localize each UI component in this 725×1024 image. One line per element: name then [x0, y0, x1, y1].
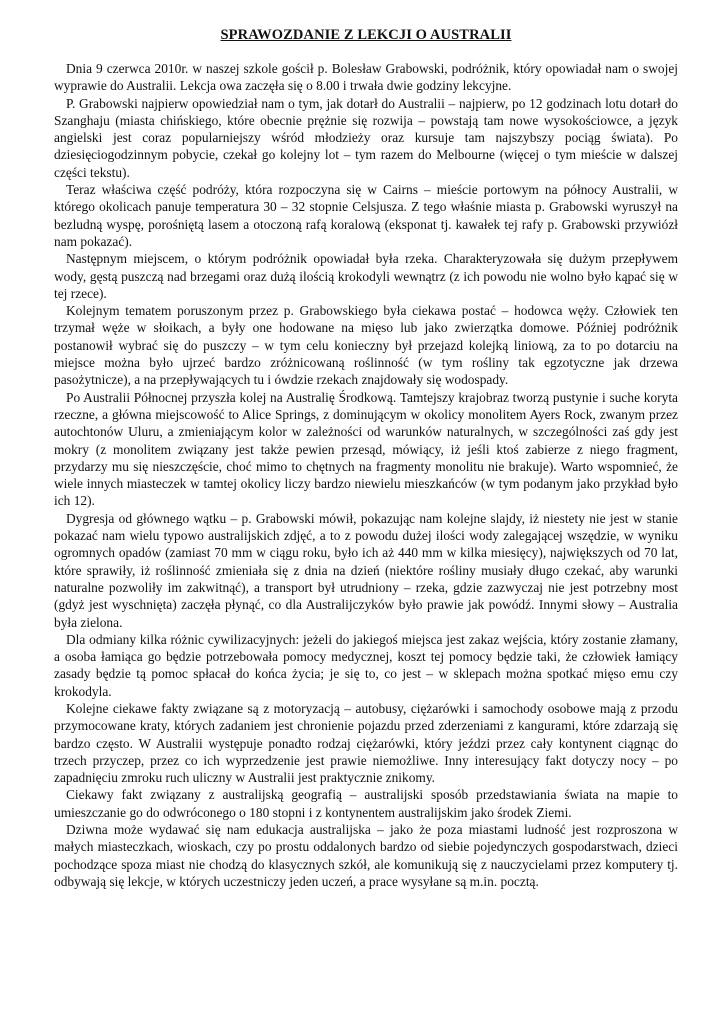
paragraph: P. Grabowski najpierw opowiedział nam o tym, jak dotarł do Australii – najpierw, po 12 godzinach lotu dotarł do Szanghaju (miasta chińskiego, które obecnie prężnie się rozwija – powstają tam nowe wysokościowce, a język angielski jest coraz popularniejszy wśród młodzieży oraz kursuje tam najszybszy pociąg świata). Po dziesięciogodzinnym pobycie, czekał go kolejny lot – tym razem do Melbourne (więcej o tym mieście w dalszej części tekstu). [54, 95, 678, 180]
paragraph: Kolejne ciekawe fakty związane są z motoryzacją – autobusy, ciężarówki i samochody osobowe mają z przodu przymocowane kraty, których zadaniem jest chronienie pojazdu przed zderzeniami z kangurami, które zdarzają się bardzo często. W Australii występuje ponadto rodzaj ciężarówki, który jeździ przez cały kontynent ciągnąc do trzech przyczep, przez co ich wyprzedzenie jest prawie niemożliwe. Inny interesujący fakt dotyczy nocy – po zapadnięciu zmroku ruch uliczny w Australii jest praktycznie znikomy. [54, 700, 678, 786]
paragraph: Następnym miejscem, o którym podróżnik opowiadał była rzeka. Charakteryzowała się dużym przepływem wody, gęstą puszczą nad brzegami oraz dużą ilością krokodyli wewnątrz (z ich powodu nie wolno było kąpać się w tej rzece). [54, 251, 678, 301]
document-title: SPRAWOZDANIE Z LEKCJI O AUSTRALII [220, 27, 512, 43]
paragraph: Teraz właściwa część podróży, która rozpoczyna się w Cairns – mieście portowym na północy Australii, w którego okolicach panuje temperatura 30 – 32 stopnie Celsjusza. Z tego właśnie miasta p. Grabowski wyruszył na bezludną wyspę, porośniętą lasem a otoczoną rafą koralową (eksponat tj. kawałek tej rafy p. Grabowski przywiózł nam pokazać). [54, 182, 678, 249]
paragraph: Ciekawy fakt związany z australijską geografią – australijski sposób przedstawiania świata na mapie to umieszczanie go do odwróconego o 180 stopni i z kontynentem australijskim jako środek Ziemi. [54, 787, 678, 820]
paragraph: Dygresja od głównego wątku – p. Grabowski mówił, pokazując nam kolejne slajdy, iż niestety nie jest w stanie pokazać nam wielu typowo australijskich zdjęć, a to z powodu dużej ilości wody zalegającej wszędzie, w wyniku ogromnych opadów (zamiast 70 mm w ciągu roku, było ich aż 440 mm w kilka miesięcy), największych od 70 lat, które sprawiły, iż roślinność zmieniała się z dnia na dzień (niektóre rośliny musiały długo czekać, aby warunki naturalne pozwoliły im zakwitnąć), a transport był utrudniony – rzeka, gdzie zazwyczaj nie jest potrzebny most (gdyż jest wyschnięta) zaczęła płynąć, co dla Australijczyków było prawie jak powódź. Innymi słowy – Australia była zielona. [54, 510, 678, 630]
paragraph: Po Australii Północnej przyszła kolej na Australię Środkową. Tamtejszy krajobraz tworzą pustynie i suche koryta rzeczne, a główna miejscowość to Alice Springs, z dominującym w okolicy monolitem Ayers Rock, zwanym przez autochtonów Uluru, a zmieniającym kolor w zależności od warunków naturalnych, w szczególności zaś gdy jest mokry (z monolitem związany jest także pewien przesąd, mówiący, iż jeśli ktoś zabierze z niego fragment, przydarzy mu się nieszczęście, choć mimo to chętnych na fragmenty monolitu nie brakuje). Warto wspomnieć, że wiele innych miasteczek w tamtej okolicy liczy bardzo niewielu mieszkańców (w tym podanym jako przykład było ich 12). [54, 389, 678, 509]
document-page [54, 26, 678, 890]
paragraph: Kolejnym tematem poruszonym przez p. Grabowskiego była ciekawa postać – hodowca węży. Człowiek ten trzymał węże w słoikach, a były one hodowane na mięso lub jako zwierzątka domowe. Później podróżnik postanowił wybrać się do puszczy – w tym celu konieczny był przejazd kolejką liniową, za to po dotarciu na miejsce można było ujrzeć bardzo zróżnicowaną roślinność (w tym rośliny tak egzotyczne jak drzewa pasożytnicze), a na przepływających tu i ówdzie rzekach znajdowały się wodospady. [54, 303, 678, 388]
paragraph: Dnia 9 czerwca 2010r. w naszej szkole gościł p. Bolesław Grabowski, podróżnik, który opowiadał nam o swojej wyprawie do Australii. Lekcja owa zaczęła się o 8.00 i trwała dwie godziny lekcyjne. [54, 61, 678, 94]
paragraph: Dziwna może wydawać się nam edukacja australijska – jako że poza miastami ludność jest rozproszona w małych miasteczkach, wioskach, czy po prostu oddalonych bardzo od siebie pojedynczych gospodarstwach, dzieci pochodzące spoza miast nie chodzą do klasycznych szkół, ale komunikują się z nauczycielami przez komputery tj. odbywają się lekcje, w których uczestniczy jeden uczeń, a prace wysyłane są m.in. pocztą. [54, 822, 678, 889]
paragraph: Dla odmiany kilka różnic cywilizacyjnych: jeżeli do jakiegoś miejsca jest zakaz wejścia, który zostanie złamany, a osoba łamiąca go będzie potrzebowała pomocy medycznej, koszt tej pomocy będzie taki, że człowiek łamiący zasady będzie tą pomoc spłacał do końca życia; je się to, co jest – w sklepach można spotkać mięso emu czy krokodyla. [54, 631, 678, 699]
